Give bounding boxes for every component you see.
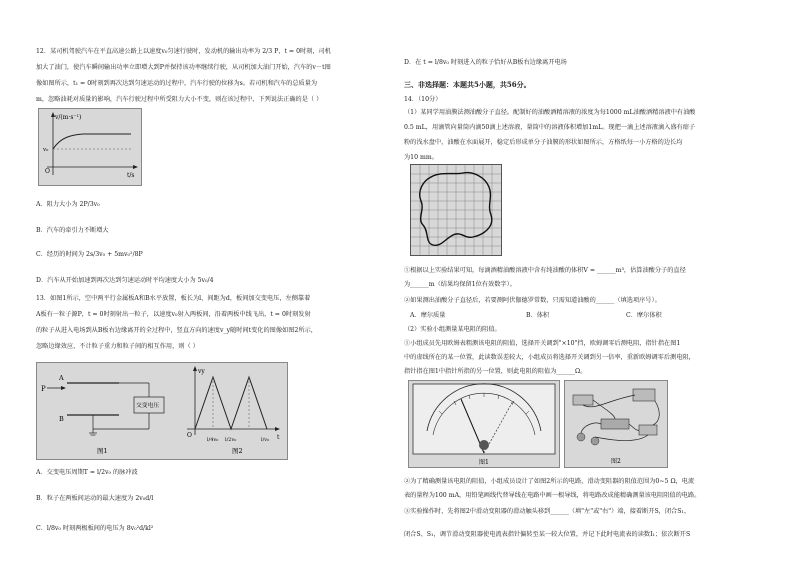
q14-2-line-3: 指针指在图1中指针所指的另一位置，则此电阻的阻值为______Ω。	[404, 368, 587, 375]
q12-graph-origin: O	[45, 168, 50, 175]
q14-1-line-1: （1）某同学用油膜法测油酸分子直径。配制好的油酸酒精溶液的浓度为每1000 mL油酸酒精溶液中有油酸	[404, 109, 696, 116]
section-3-heading: 三、非选择题：本题共5小题，共56分。	[404, 80, 531, 89]
q14-choice-c: C．摩尔体积	[626, 312, 662, 319]
q13-option-d: D．在 t = l/8v₀ 时刻进入的粒子恰好从B板右边缘离开电场	[404, 59, 567, 66]
fig1-b-label: B	[59, 415, 64, 423]
q12-line-4: m，忽略油耗对质量的影响，汽车行驶过程中所受阻力大小不变，则在该过程中，下列说法正确的是（ ）	[36, 96, 323, 103]
q14-3-line-2: 表的量程为100 mA，用铅笔画线代替导线在电路中画一根导线，将电路改成能精确测量该电阻阻值的电路。	[404, 492, 701, 499]
q14-1-line-4: 为10 mm。	[404, 154, 438, 161]
q14-fill-2: ②如果测出油酸分子直径后，若要测阿伏伽德罗常数，只需知道油酸的______（填选项序号）。	[404, 297, 661, 304]
q13-option-b: B．粒子在两板间运动的最大速度为 2v₀d/l	[36, 495, 154, 502]
q13-line-1: 13．如图1所示，空中两平行金属板A和B水平放置，板长为l，间距为d，板间加交变电压，左侧靠着	[36, 295, 311, 302]
q14-2-line-2: 中的虚线所在的某一位置，此读数误差较大，小组成员将选择开关调到另一倍率，重新欧姆调零后测电阻，	[404, 354, 695, 361]
q14-3-line-3: ③实验操作时，先将图2中滑动变阻器的滑动触头移到______（填"左"或"右"）端，接着断开S，闭合S₁，	[404, 508, 691, 515]
circuit-figure	[564, 380, 668, 468]
fig2-tick-1: l/4v₀	[207, 437, 219, 443]
q13-line-2: A板有一粒子源P，t = 0时刻射出一粒子，以速度v₀射入两板间，沿着两板中线飞出，t = 0时刻发射	[36, 311, 311, 318]
fig1-caption: 图1	[97, 447, 108, 455]
q12-option-c: C．经历的时间为 2s/3v₀ + 5mv₀²/8P	[36, 251, 143, 258]
q14-choice-b: B．体积	[526, 312, 550, 319]
fig2-t-label: t	[277, 434, 280, 441]
q12-vt-graph	[38, 108, 142, 186]
q14-fill-1b: 为______m（结果均保留1位有效数字）。	[404, 281, 516, 288]
right-column	[396, 0, 794, 562]
q14-heading: 14．（10分）	[404, 96, 442, 103]
q12-line-1: 12．某司机驾驶汽车在平直高速公路上以速度v₀匀速行驶时，发动机的输出功率为 2/3 P，t = 0时刻，司机	[36, 48, 331, 55]
fig1-a-label: A	[59, 374, 64, 382]
fig1-voltage-label: 交变电压	[136, 403, 160, 409]
fig2-circuit-caption: 图2	[611, 458, 621, 465]
fig1-meter-caption: 图1	[479, 459, 489, 466]
q12-line-2: 加大了油门，使汽车瞬间输出功率立即增大到P并保持该功率继续行驶，从司机加大油门开始，汽车的v－t图	[36, 64, 331, 71]
fig2-vy-label: vy	[198, 368, 205, 375]
q14-2-line-1: ①小组成员先用欧姆表粗测该电阻的阻值，选择开关调到"×10"挡，欧姆调零后测电阻，指针指在图1	[404, 340, 681, 347]
multimeter-figure	[408, 380, 560, 468]
fig1-p-label: P	[41, 385, 46, 393]
q14-1-line-3: 粉的浅水盘中，油酸在水面展开，稳定后形成单分子油膜的形状如图所示，方格纸每一小方格的边长均	[404, 139, 683, 146]
q12-graph-ylabel: v/(m·s⁻¹)	[55, 114, 82, 121]
q12-line-3: 像如图所示，t₁ = 0时刻到再次达到匀速运动的过程中，汽车行驶的位移为s。若司机和汽车的总质量为	[36, 80, 318, 87]
fig2-tick-2: l/2v₀	[225, 437, 237, 443]
q13-option-c: C．l/8v₀ 时刻两极板间的电压为 8v₀²d/kl²	[36, 525, 154, 532]
q14-2-heading: （2）实验小组测量某电阻的阻值。	[404, 326, 501, 333]
q12-option-a: A．阻力大小为 2P/3v₀	[36, 201, 100, 208]
q14-1-line-2: 0.5 mL，用滴管向量筒内滴50滴上述溶液，量筒中的溶液体积增加1mL。现把一滴上述溶液滴入盛有痱子	[404, 124, 696, 131]
fig2-caption: 图2	[232, 447, 243, 455]
left-column	[0, 0, 392, 562]
q13-option-a: A．交变电压周期T = l/2v₀ 的脉冲波	[36, 469, 138, 476]
q14-3-line-4: 闭合S、S₁，调节滑动变阻器使电流表指针偏转至某一较大位置，并记下此时电流表的读数I₁；依次断开S	[404, 531, 691, 538]
q12-graph-v0: v₀	[43, 147, 49, 153]
q12-graph-xlabel: t/s	[127, 172, 135, 179]
fig2-origin: O	[187, 432, 192, 439]
q13-line-3: 的粒子从进入电场到从B板右边缘离开的全过程中，竖直方向的速度v_y随时间t变化的图像如图2所示，	[36, 327, 317, 334]
q13-figures	[36, 362, 288, 460]
q12-option-b: B．汽车的牵引力不断增大	[36, 227, 109, 234]
fig2-tick-3: l/v₀	[261, 437, 270, 443]
q14-choice-a: A．摩尔质量	[410, 312, 446, 319]
q14-3-line-1: ②为了精确测量该电阻的阻值，小组成员设计了如图2所示的电路，滑动变阻器的阻值范围为0~5 Ω，电流	[404, 478, 695, 485]
q12-option-d: D．汽车从开始加速到再次达到匀速运动时平均速度大小为 5v₀/4	[36, 277, 214, 284]
oil-film-grid	[410, 164, 502, 256]
q13-line-4: 忽略边缘效应，不计粒子重力和粒子间的相互作用，则（ ）	[36, 343, 199, 350]
q14-fill-1: ①根据以上实验结果可知，每滴酒精油酸溶液中含有纯油酸的体积V = ______m³，估算油酸分子的直径	[404, 267, 686, 274]
